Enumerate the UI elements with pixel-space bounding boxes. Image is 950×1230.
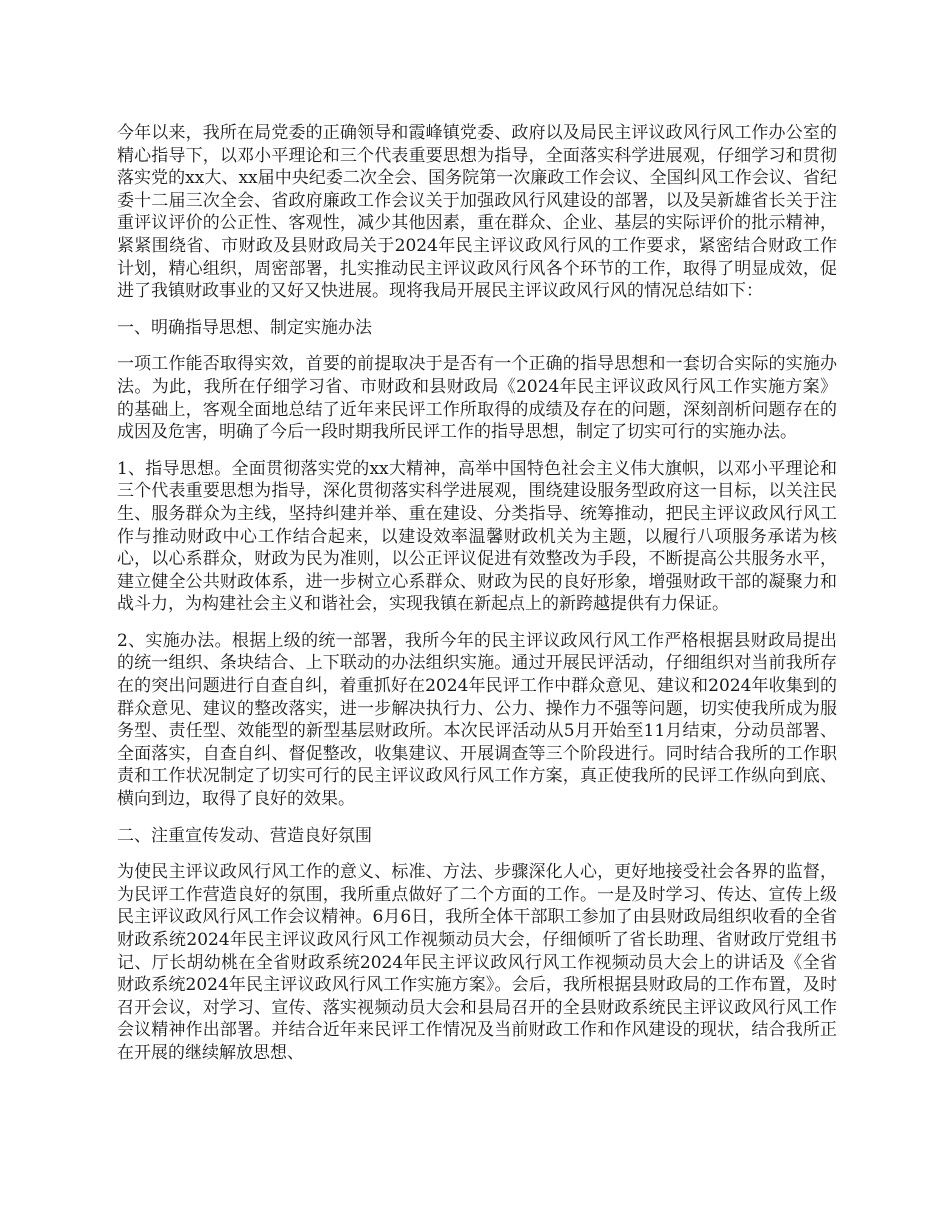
document-page bbox=[117, 122, 837, 1079]
section-2-paragraph: 为使民主评议政风行风工作的意义、标准、方法、步骤深化人心，更好地接受社会各界的监督，为民评工作营造良好的氛围，我所重点做好了二个方面的工作。一是及时学习、传达、宣传上级民主评议政风行风工作会议精神。6月6日，我所全体干部职工参加了由县财政局组织收看的全省财政系统2024年民主评议政风行风工作视频动员大会，仔细倾听了省长助理、省财政厅党组书记、厅长胡幼桃在全省财政系统2024年民主评议政风行风工作视频动员大会上的讲话及《全省财政系统2024年民主评议政风行风工作实施方案》。会后，我所根据县财政局的工作布置，及时召开会议，对学习、宣传、落实视频动员大会和县局召开的全县财政系统民主评议政风行风工作会议精神作出部署。并结合近年来民评工作情况及当前财政工作和作风建设的现状，结合我所正在开展的继续解放思想、 bbox=[117, 862, 837, 1063]
section-heading-2: 二、注重宣传发动、营造良好氛围 bbox=[117, 825, 372, 846]
implementation-paragraph: 2、实施办法。根据上级的统一部署，我所今年的民主评议政风行风工作严格根据县财政局提出的统一组织、条块结合、上下联动的办法组织实施。通过开展民评活动，仔细组织对当前我所存在的突出问题进行自查自纠，着重抓好在2024年民评工作中群众意见、建议和2024年收集到的群众意见、建议的整改落实，进一步解决执行力、公力、操作力不强等问题，切实使我所成为服务型、责任型、效能型的新型基层财政所。本次民评活动从5月开始至11月结束，分动员部署、全面落实，自查自纠、督促整改，收集建议、开展调查等三个阶段进行。同时结合我所的工作职责和工作状况制定了切实可行的民主评议政风行风工作方案，真正使我所的民评工作纵向到底、横向到边，取得了良好的效果。 bbox=[117, 630, 837, 810]
guiding-ideology-paragraph: 1、指导思想。全面贯彻落实党的xx大精神，高举中国特色社会主义伟大旗帜，以邓小平理论和三个代表重要思想为指导，深化贯彻落实科学进展观，围绕建设服务型政府这一目标，以关注民生、服务群众为主线，坚持纠建并举、重在建设、分类指导、统筹推动，把民主评议政风行风工作与推动财政中心工作结合起来，以建设效率温馨财政机关为主题，以履行八项服务承诺为核心，以心系群众，财政为民为准则，以公正评议促进有效整改为手段，不断提高公共服务水平，建立健全公共财政体系，进一步树立心系群众、财政为民的良好形象，增强财政干部的凝聚力和战斗力，为构建社会主义和谐社会，实现我镇在新起点上的新跨越提供有力保证。 bbox=[117, 458, 837, 615]
intro-paragraph: 今年以来，我所在局党委的正确领导和霞峰镇党委、政府以及局民主评议政风行风工作办公室的精心指导下，以邓小平理论和三个代表重要思想为指导，全面落实科学进展观，仔细学习和贯彻落实党的xx大、xx届中央纪委二次全会、国务院第一次廉政工作会议、全国纠风工作会议、省纪委十二届三次全会、省政府廉政工作会议关于加强政风行风建设的部署，以及吴新雄省长关于注重评议评价的公正性、客观性，减少其他因素，重在群众、企业、基层的实际评价的批示精神，紧紧围绕省、市财政及县财政局关于2024年民主评议政风行风的工作要求，紧密结合财政工作计划，精心组织，周密部署，扎实推动民主评议政风行风各个环节的工作，取得了明显成效，促进了我镇财政事业的又好又快进展。现将我局开展民主评议政风行风的情况总结如下： bbox=[117, 123, 837, 302]
section-heading-1: 一、明确指导思想、制定实施办法 bbox=[117, 317, 372, 338]
section-1-paragraph: 一项工作能否取得实效，首要的前提取决于是否有一个正确的指导思想和一套切合实际的实施办法。为此，我所在仔细学习省、市财政和县财政局《2024年民主评议政风行风工作实施方案》的基础上，客观全面地总结了近年来民评工作所取得的成绩及存在的问题，深刻剖析问题存在的成因及危害，明确了今后一段时期我所民评工作的指导思想，制定了切实可行的实施办法。 bbox=[117, 354, 837, 443]
